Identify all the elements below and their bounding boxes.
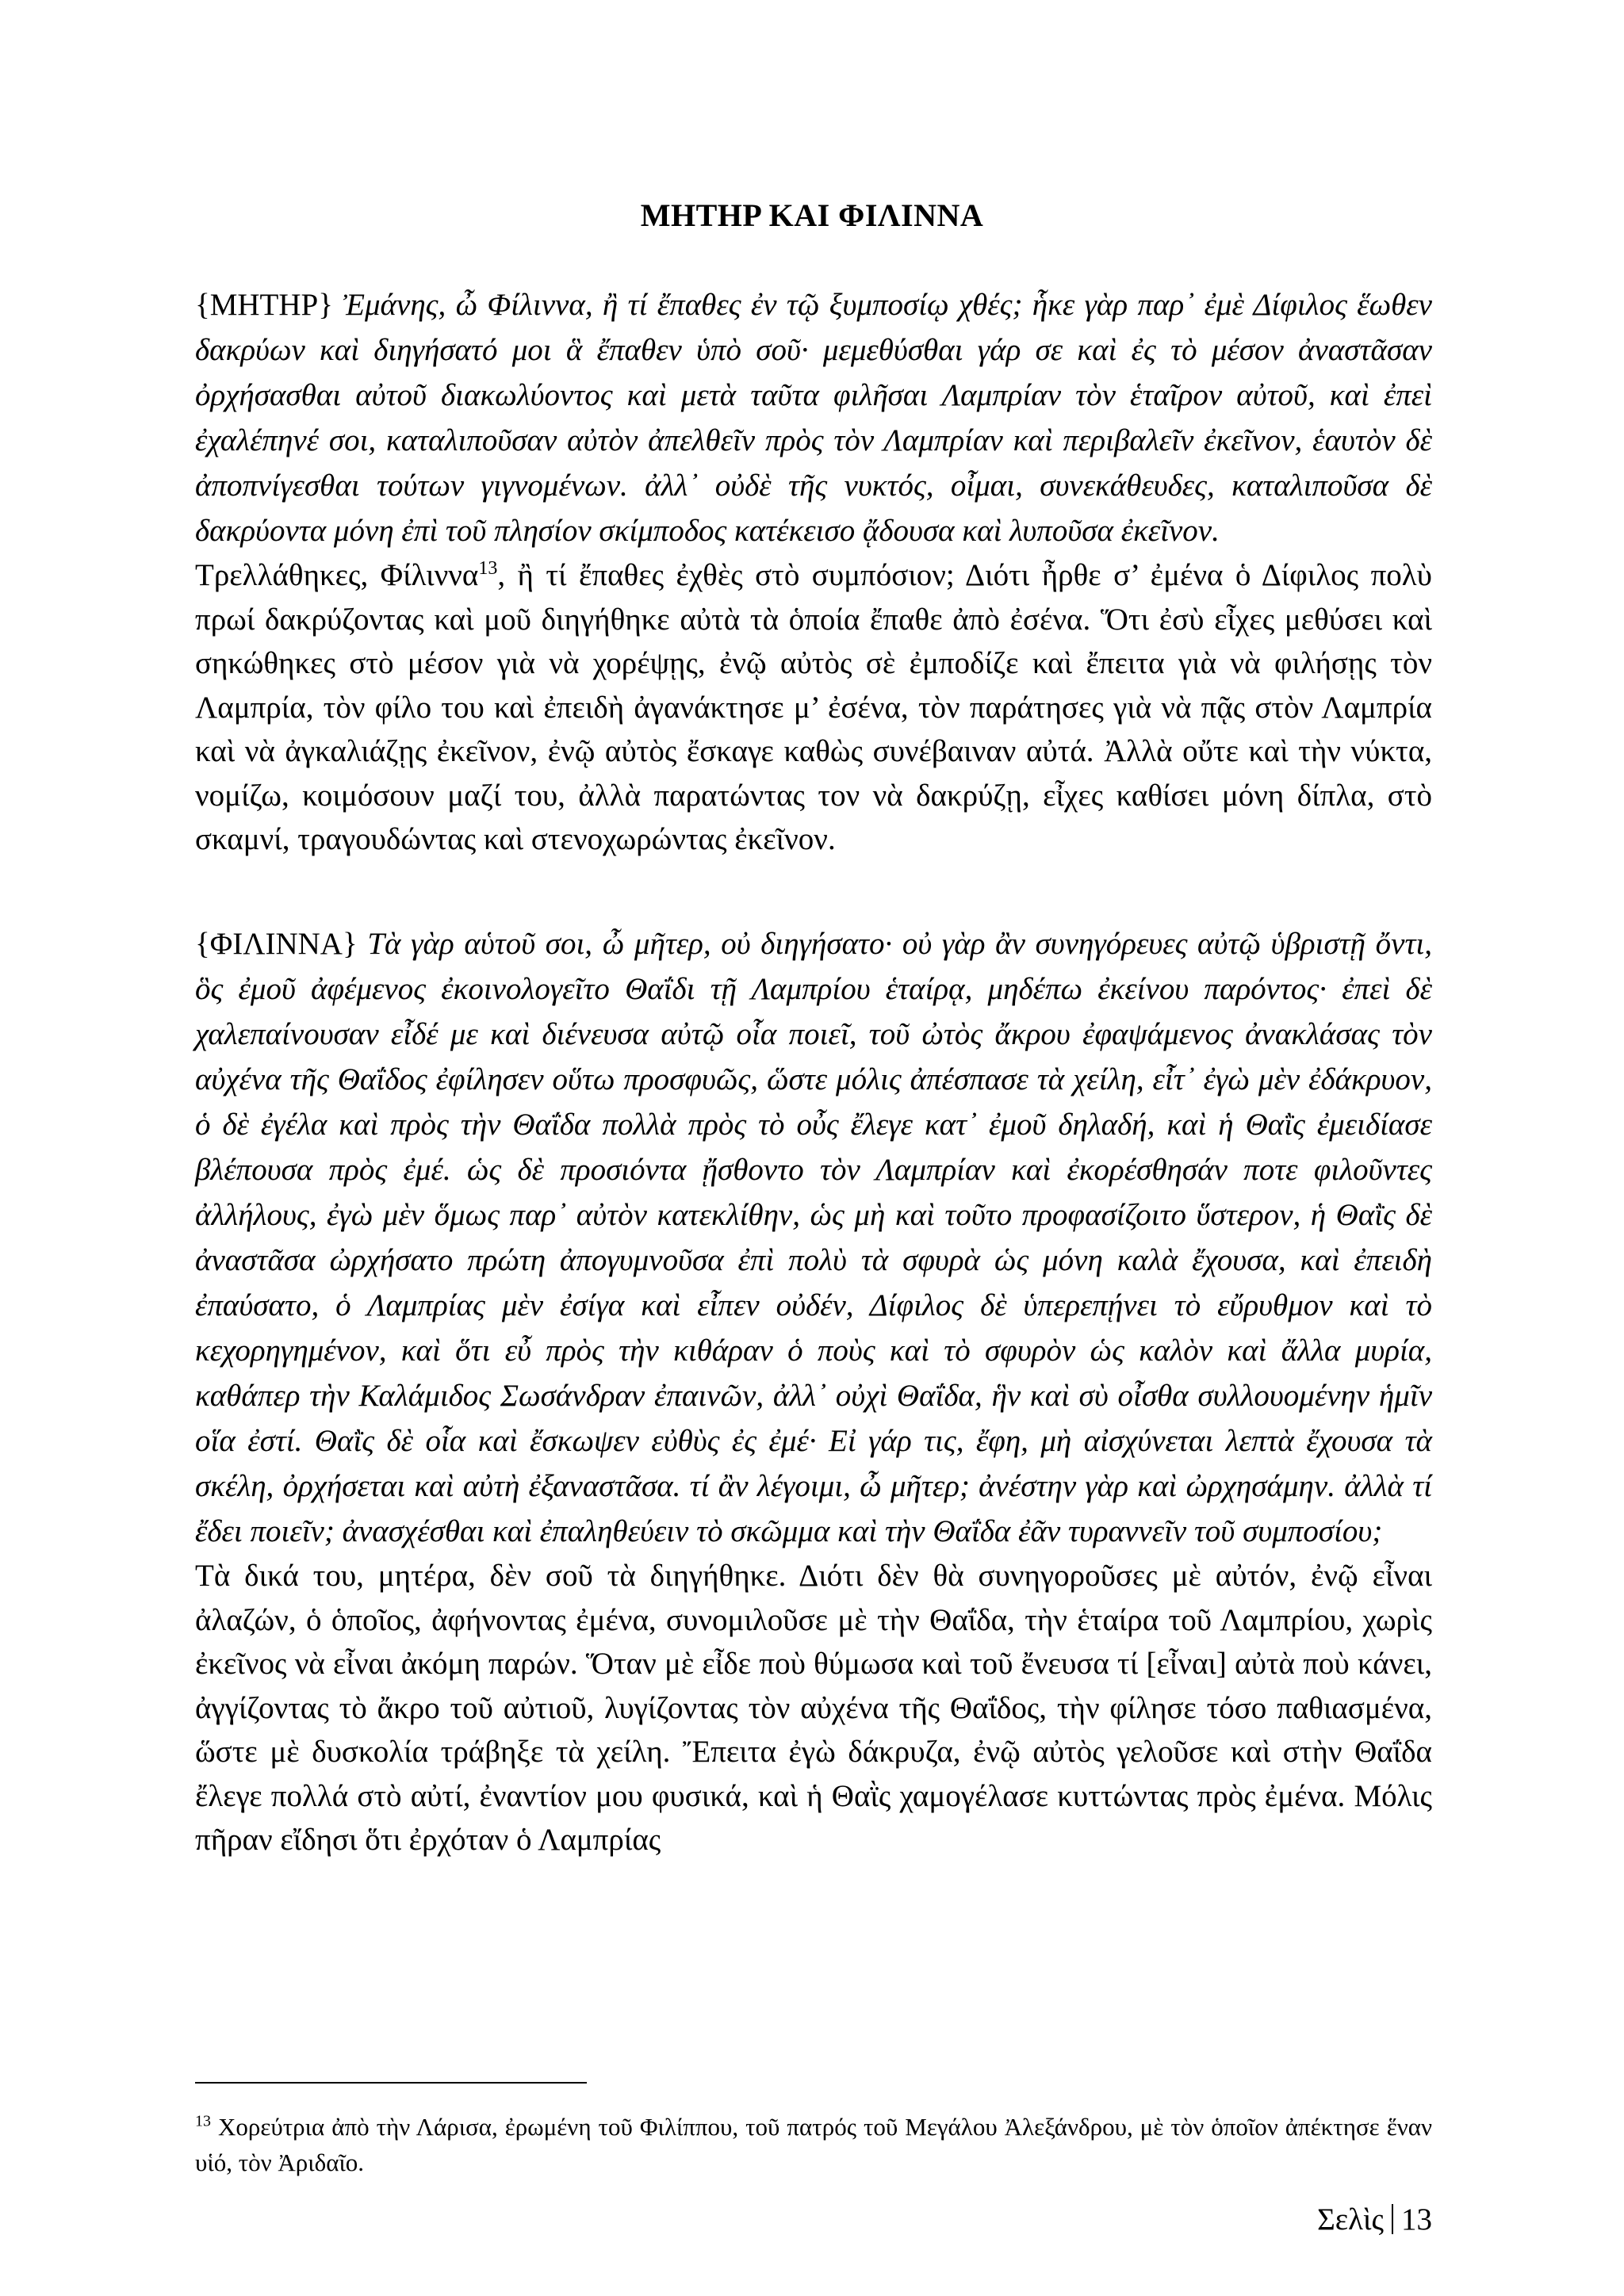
footnote <box>195 2109 1432 2180</box>
mother-original-text <box>195 282 1432 553</box>
page-title: ΜΗΤΗΡ ΚΑΙ ΦΙΛΙΝΝΑ <box>640 197 984 233</box>
page-label: Σελὶς <box>1317 2202 1384 2237</box>
mother-passage <box>195 282 1432 862</box>
mother-translation-rest: , ἢ τί ἔπαθες ἐχθὲς στὸ συμπόσιον; Διότι ἦρθε σ’ ἐμένα ὁ Δίφιλος πολὺ πρωί δακρύζοντας καὶ μοῦ διηγήθηκε αὐτὰ τὰ ὁποία ἔπαθε ἀπὸ ἐσένα. Ὅτι ἐσὺ εἶχες μεθύσει καὶ σηκώθηκες στὸ μέσον γιὰ νὰ χορέψῃς, ἐνῷ αὐτὸς σὲ ἐμποδίζε καὶ ἔπειτα γιὰ νὰ φιλήσῃς τὸν Λαμπρία, τὸν φίλο του καὶ ἐπειδὴ ἀγανάκτησε μ’ ἐσένα, τὸν παράτησες γιὰ νὰ πᾷς στὸν Λαμπρία καὶ νὰ ἀγκαλιάζῃς ἐκεῖνον, ἐνῷ αὐτὸς ἔσκαγε καθὼς συνέβαιναν αὐτά. Ἀλλὰ οὔτε καὶ τὴν νύκτα, νομίζω, κοιμόσουν μαζί του, ἀλλὰ παρατώντας τον νὰ δακρύζῃ, εἶχες καθίσει μόνη δίπλα, στὸ σκαμνί, τραγουδώντας καὶ στενοχωρώντας ἐκεῖνον. <box>195 558 1432 856</box>
footnote-reference[interactable]: 13 <box>478 558 498 579</box>
page-number: 13 <box>1401 2202 1432 2237</box>
mother-translation <box>195 553 1432 862</box>
philinna-passage <box>195 921 1432 1862</box>
philinna-translation: Τὰ δικά του, μητέρα, δὲν σοῦ τὰ διηγήθηκε. Διότι δὲν θὰ συνηγοροῦσες μὲ αὐτόν, ἐνῷ εἶναι ἀλαζών, ὁ ὁποῖος, ἀφήνοντας ἐμένα, συνομιλοῦσε μὲ τὴν Θαΐδα, τὴν ἑταίρα τοῦ Λαμπρίου, χωρὶς ἐκεῖνος νὰ εἶναι ἀκόμη παρών. Ὅταν μὲ εἶδε ποὺ θύμωσα καὶ τοῦ ἔνευσα τί [εἶναι] αὐτὰ ποὺ κάνει, ἀγγίζοντας τὸ ἄκρο τοῦ αὐτιοῦ, λυγίζοντας τὸν αὐχένα τῆς Θαΐδος, τὴν φίλησε τόσο παθιασμένα, ὥστε μὲ δυσκολία τράβηξε τὰ χείλη. Ἔπειτα ἐγὼ δάκρυζα, ἐνῷ αὐτὸς γελοῦσε καὶ στὴν Θαΐδα ἔλεγε πολλά στὸ αὐτί, ἐναντίον μου φυσικά, καὶ ἡ Θαῒς χαμογέλασε κυττώντας πρὸς ἐμένα. Μόλις πῆραν εἴδησι ὅτι ἐρχόταν ὁ Λαμπρίας <box>195 1559 1432 1857</box>
mother-original-greek: Ἐμάνης, ὦ Φίλιννα, ἢ τί ἔπαθες ἐν τῷ ξυμποσίῳ χθές; ἧκε γὰρ παρ᾽ ἐμὲ Δίφιλος ἕωθεν δακρύων καὶ διηγήσατό μοι ἃ ἔπαθεν ὑπὸ σοῦ· μεμεθύσθαι γάρ σε καὶ ἐς τὸ μέσον ἀναστᾶσαν ὀρχήσασθαι αὐτοῦ διακωλύοντος καὶ μετὰ ταῦτα φιλῆσαι Λαμπρίαν τὸν ἑταῖρον αὐτοῦ, καὶ ἐπεὶ ἐχαλέπηνέ σοι, καταλιποῦσαν αὐτὸν ἀπελθεῖν πρὸς τὸν Λαμπρίαν καὶ περιβαλεῖν ἐκεῖνον, ἑαυτὸν δὲ ἀποπνίγεσθαι τούτων γιγνομένων. ἀλλ᾽ οὐδὲ τῆς νυκτός, οἶμαι, συνεκάθευδες, καταλιποῦσα δὲ δακρύοντα μόνη ἐπὶ τοῦ πλησίον σκίμποδος κατέκεισο ᾄδουσα καὶ λυποῦσα ἐκεῖνον. <box>195 288 1432 548</box>
speaker-label-philinna: {ΦΙΛΙΝΝΑ} <box>195 927 358 961</box>
philinna-original-text <box>195 921 1432 1554</box>
speaker-label-mother: {ΜΗΤΗΡ} <box>195 288 333 322</box>
footnote-marker: 13 <box>195 2112 211 2130</box>
footnote-divider <box>195 2082 587 2084</box>
philinna-original-greek: Τὰ γὰρ αὑτοῦ σοι, ὦ μῆτερ, οὐ διηγήσατο· οὐ γὰρ ἂν συνηγόρευες αὐτῷ ὑβριστῇ ὄντι, ὃς ἐμοῦ ἀφέμενος ἐκοινολογεῖτο Θαΐδι τῇ Λαμπρίου ἑταίρᾳ, μηδέπω ἐκείνου παρόντος· ἐπεὶ δὲ χαλεπαίνουσαν εἶδέ με καὶ διένευσα αὐτῷ οἷα ποιεῖ, τοῦ ὠτὸς ἄκρου ἐφαψάμενος ἀνακλάσας τὸν αὐχένα τῆς Θαΐδος ἐφίλησεν οὕτω προσφυῶς, ὥστε μόλις ἀπέσπασε τὰ χείλη, εἶτ᾽ ἐγὼ μὲν ἐδάκρυον, ὁ δὲ ἐγέλα καὶ πρὸς τὴν Θαΐδα πολλὰ πρὸς τὸ οὖς ἔλεγε κατ᾽ ἐμοῦ δηλαδή, καὶ ἡ Θαῒς ἐμειδίασε βλέπουσα πρὸς ἐμέ. ὡς δὲ προσιόντα ᾔσθοντο τὸν Λαμπρίαν καὶ ἐκορέσθησάν ποτε φιλοῦντες ἀλλήλους, ἐγὼ μὲν ὅμως παρ᾽ αὐτὸν κατεκλίθην, ὡς μὴ καὶ τοῦτο προφασίζοιτο ὕστερον, ἡ Θαῒς δὲ ἀναστᾶσα ὠρχήσατο πρώτη ἀπογυμνοῦσα ἐπὶ πολὺ τὰ σφυρὰ ὡς μόνη καλὰ ἔχουσα, καὶ ἐπειδὴ ἐπαύσατο, ὁ Λαμπρίας μὲν ἐσίγα καὶ εἶπεν οὐδέν, Δίφιλος δὲ ὑπερεπῄνει τὸ εὔρυθμον καὶ τὸ κεχορηγημένον, καὶ ὅτι εὖ πρὸς τὴν κιθάραν ὁ ποὺς καὶ τὸ σφυρὸν ὡς καλὸν καὶ ἄλλα μυρία, καθάπερ τὴν Καλάμιδος Σωσάνδραν ἐπαινῶν, ἀλλ᾽ οὐχὶ Θαΐδα, ἣν καὶ σὺ οἶσθα συλλουομένην ἡμῖν οἵα ἐστί. Θαῒς δὲ οἷα καὶ ἔσκωψεν εὐθὺς ἐς ἐμέ· Εἰ γάρ τις, ἔφη, μὴ αἰσχύνεται λεπτὰ ἔχουσα τὰ σκέλη, ὀρχήσεται καὶ αὐτὴ ἐξαναστᾶσα. τί ἂν λέγοιμι, ὦ μῆτερ; ἀνέστην γὰρ καὶ ὠρχησάμην. ἀλλὰ τί ἔδει ποιεῖν; ἀνασχέσθαι καὶ ἐπαληθεύειν τὸ σκῶμμα καὶ τὴν Θαΐδα ἐᾶν τυραννεῖν τοῦ συμποσίου; <box>195 927 1432 1548</box>
footnote-text: Χορεύτρια ἀπὸ τὴν Λάρισα, ἐρωμένη τοῦ Φιλίππου, τοῦ πατρός τοῦ Μεγάλου Ἀλεξάνδρου, μὲ τὸν ὁποῖον ἀπέκτησε ἕναν υἱό, τὸν Ἀριδαῖο. <box>195 2113 1432 2176</box>
mother-translation-start: Τρελλάθηκες, Φίλιννα <box>195 558 479 592</box>
page-number-separator <box>1392 2204 1393 2234</box>
page-footer <box>1317 2200 1432 2240</box>
